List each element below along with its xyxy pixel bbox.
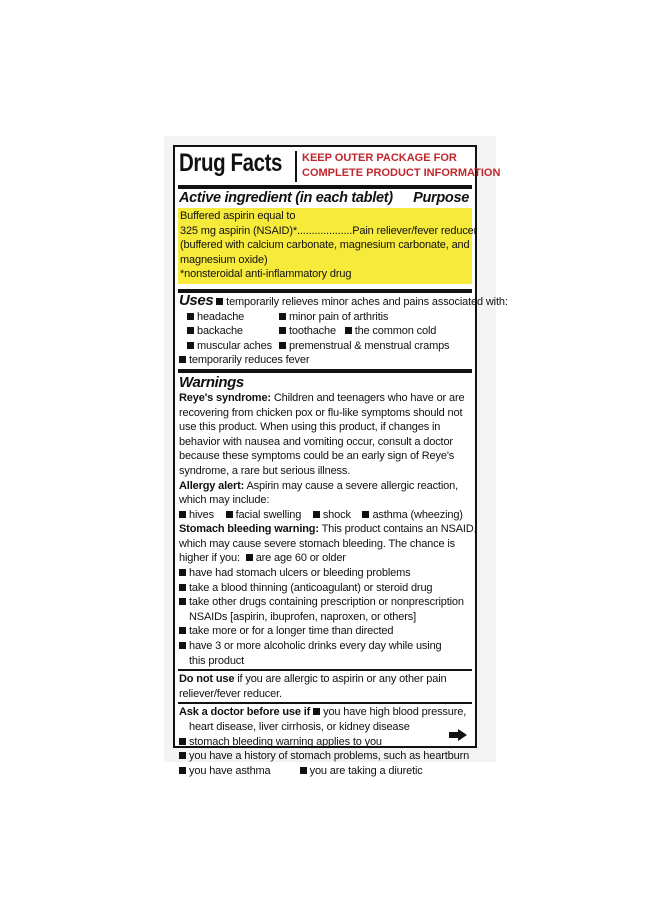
title-row (175, 147, 501, 185)
active-ingredient-dose: 325 mg aspirin (NSAID)*................... (180, 224, 353, 237)
list-item: muscular aches (187, 339, 279, 354)
bullet-icon (179, 627, 186, 634)
reye-line: behavior with nausea and vomiting occur, consult a doctor (179, 435, 453, 448)
purpose-heading: Purpose (413, 190, 469, 206)
list-item: toothache the common cold (279, 324, 443, 339)
warnings-section: Warnings Reye's syndrome: Children and teenagers who have or are recovering from chicken pox or flu-like symptoms should not use this product. When using this product, if changes in behavior with nausea and vomiting occur, consult a doctor because these symptoms could be an early sign of Reye's syndrome, a rare but serious illness. Allergy alert: Aspirin may cause a severe allergic reaction, which may include: hives facial swelling shock asthma (wheezing) Stomach bleeding warning: This product contains an NSAID, which may cause severe stomach bleeding. The chance is higher if you: are age 60 or older have had stomach ulcers or bleeding problems take a blood thinning (anticoagulant) or steroid drug take other drugs containing prescription or nonprescription NSAIDs [aspirin, ibuprofen, naproxen, or others] take more or for a longer time than directed have 3 or more alcoholic drinks every day while using this product (179, 373, 477, 667)
list-item-continuation: this product (189, 654, 245, 667)
bullet-icon (313, 511, 320, 518)
bullet-icon (216, 298, 223, 305)
list-item: temporarily reduces fever (179, 353, 471, 368)
bullet-icon (313, 708, 320, 715)
bullet-icon (345, 327, 352, 334)
uses-intro: temporarily relieves minor aches and pains associated with: (226, 295, 508, 308)
reye-line: because these symptoms could be an early sign of Reye's (179, 450, 455, 463)
bullet-icon (187, 313, 194, 320)
continue-arrow-icon (449, 729, 467, 741)
list-item: take more or for a longer time than directed (179, 624, 471, 639)
list-item: minor pain of arthritis (279, 310, 443, 325)
uses-heading: Uses (179, 291, 214, 309)
keep-notice-line1: KEEP OUTER PACKAGE FOR (302, 152, 457, 164)
keep-notice-line2: COMPLETE PRODUCT INFORMATION (302, 167, 501, 179)
active-ingredient-header (175, 189, 475, 208)
bullet-icon (179, 356, 186, 363)
bullet-icon (179, 584, 186, 591)
list-item: have had stomach ulcers or bleeding problems (179, 566, 471, 581)
active-line (180, 224, 478, 239)
drug-facts-panel (164, 136, 508, 777)
ask-doctor-section: Ask a doctor before use if you have high blood pressure, heart disease, liver cirrhosis, or kidney disease stomach bleeding warning applies to you you have a history of stomach problems, such as heartburn you have asthma you are taking a diuretic (179, 706, 470, 777)
active-ingredient-heading: Active ingredient (in each tablet) (179, 190, 393, 206)
list-item-continuation: NSAIDs [aspirin, ibuprofen, naproxen, or others] (189, 610, 416, 623)
list-item: stomach bleeding warning applies to you (179, 735, 471, 750)
list-item: backache (187, 324, 279, 339)
stomach-line: higher if you: are age 60 or older (179, 552, 346, 565)
uses-list (179, 310, 471, 354)
reye-label: Reye's syndrome: (179, 391, 271, 404)
list-item: you have a history of stomach problems, such as heartburn (179, 749, 471, 764)
list-item: have 3 or more alcoholic drinks every day while using (179, 639, 471, 654)
warnings-heading: Warnings (179, 373, 244, 391)
keep-package-notice (295, 151, 501, 182)
list-item: take a blood thinning (anticoagulant) or steroid drug (179, 581, 471, 596)
bullet-icon (300, 767, 307, 774)
bullet-icon (187, 342, 194, 349)
list-item: take other drugs containing prescription or nonprescription (179, 595, 471, 610)
do-not-use-label: Do not use (179, 673, 235, 686)
stomach-line: which may cause severe stomach bleeding. The chance is (179, 537, 456, 550)
ask-doctor-label: Ask a doctor before use if (179, 706, 311, 719)
stomach-label: Stomach bleeding warning: (179, 523, 319, 536)
do-not-use-line: reliever/fever reducer. (179, 687, 282, 700)
bullet-icon (279, 342, 286, 349)
bullet-icon (279, 327, 286, 334)
bullet-icon (179, 642, 186, 649)
reye-line: syndrome, a rare but serious illness. (179, 464, 351, 477)
allergy-list: hives facial swelling shock asthma (wheezing) (179, 508, 471, 523)
do-not-use-section: Do not use if you are allergic to aspirin or any other pain reliever/fever reducer. (175, 671, 475, 702)
bullet-icon (246, 554, 253, 561)
allergy-label: Allergy alert: (179, 479, 245, 492)
list-item: premenstrual & menstrual cramps (279, 339, 443, 354)
bullet-icon (179, 511, 186, 518)
purpose-text: Pain reliever/fever reducer (352, 224, 478, 237)
active-line: Buffered aspirin equal to (180, 210, 296, 222)
bullet-icon (179, 598, 186, 605)
active-line: magnesium oxide) (180, 253, 268, 266)
drug-facts-title: Drug Facts (179, 149, 282, 177)
drug-facts-label (173, 145, 508, 777)
bullet-icon (362, 511, 369, 518)
bullet-icon (179, 767, 186, 774)
list-item: you have asthma you are taking a diuretic (179, 764, 471, 779)
bullet-icon (179, 569, 186, 576)
active-ingredient-box (178, 208, 478, 284)
bullet-icon (226, 511, 233, 518)
uses-section (175, 291, 508, 369)
bullet-icon (179, 738, 186, 745)
footnote: *nonsteroidal anti-inflammatory drug (180, 268, 352, 281)
list-item: headache (187, 310, 279, 325)
bullet-icon (179, 752, 186, 759)
reye-line: use this product. When using this product, if changes in (179, 421, 441, 434)
allergy-line: which may include: (179, 494, 270, 507)
active-line: (buffered with calcium carbonate, magnesium carbonate, and (180, 239, 470, 252)
bullet-icon (187, 327, 194, 334)
bullet-icon (279, 313, 286, 320)
reye-line: recovering from chicken pox or flu-like symptoms should not (179, 406, 463, 419)
list-item-continuation: heart disease, liver cirrhosis, or kidney disease (189, 721, 410, 733)
